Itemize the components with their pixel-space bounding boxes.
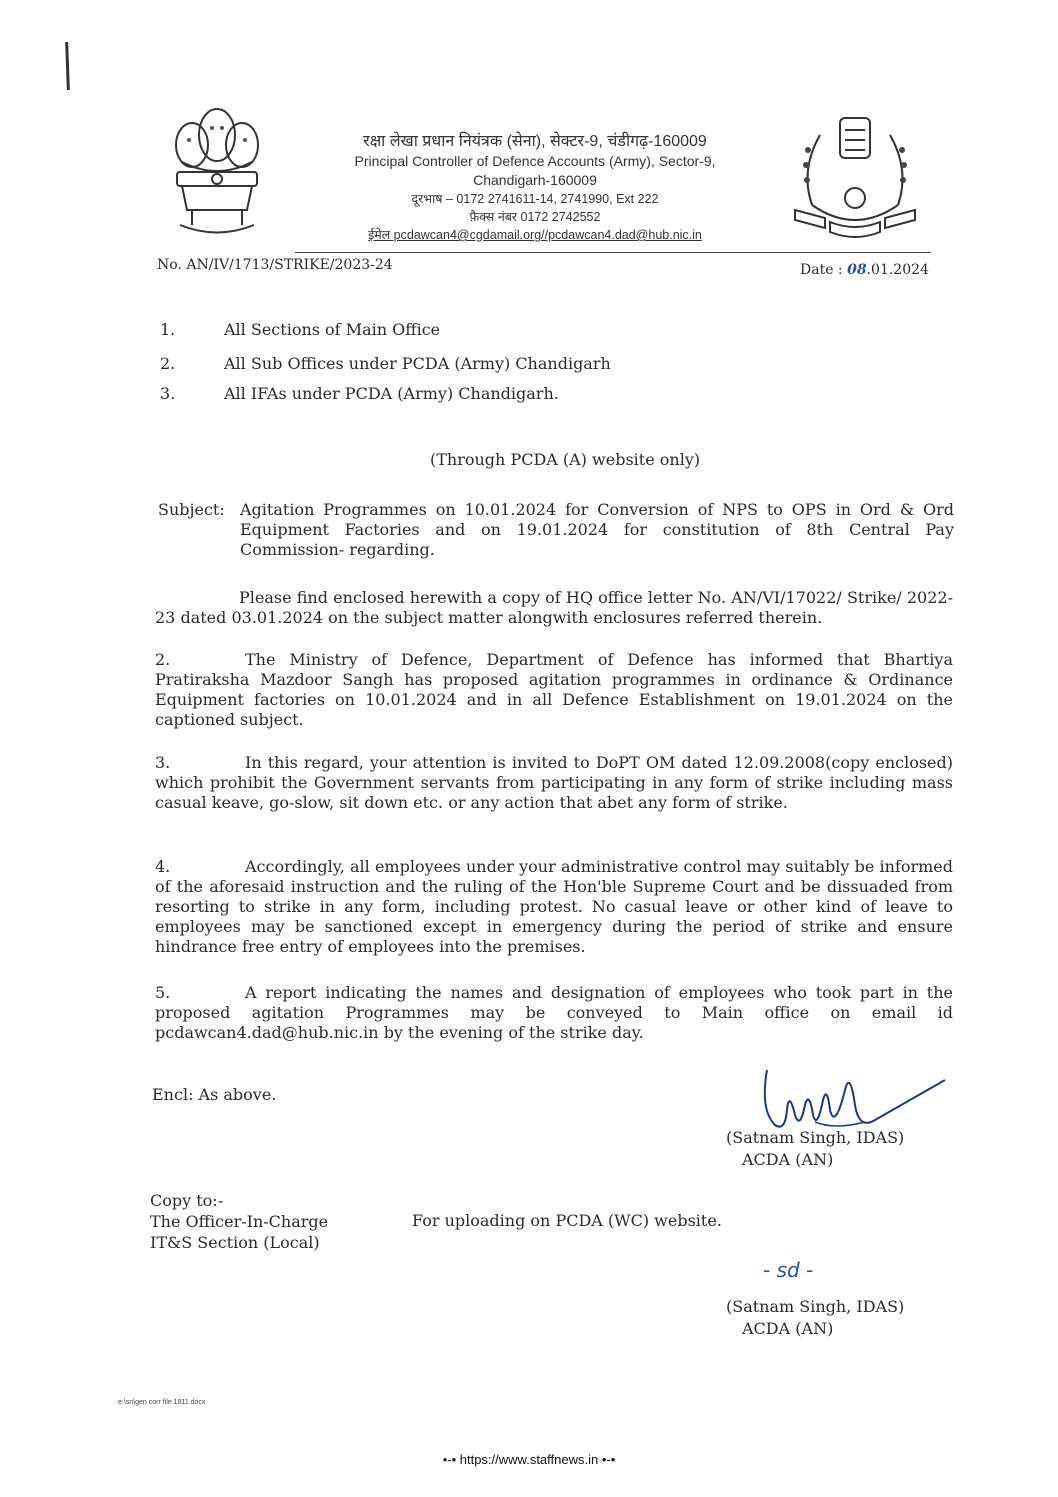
copy-to-label: Copy to:- xyxy=(150,1191,224,1210)
header-fax: फ़ैक्स नंबर 0172 2742552 xyxy=(469,210,601,224)
subject-block xyxy=(158,500,954,560)
addressee-number: 2. xyxy=(160,354,176,373)
addressee-item xyxy=(160,384,559,403)
letterhead xyxy=(300,132,770,244)
dad-crest-icon xyxy=(790,110,920,240)
paragraph-number: 3. xyxy=(155,753,171,772)
paragraph-number: 2. xyxy=(155,650,171,669)
paragraph-5 xyxy=(155,983,953,1043)
addressee-text: All IFAs under PCDA (Army) Chandigarh. xyxy=(224,384,559,403)
addressee-number: 3. xyxy=(160,384,176,403)
signatory-block-2 xyxy=(726,1296,904,1340)
paragraph-4 xyxy=(155,857,953,957)
letter-date xyxy=(800,262,929,278)
header-rule xyxy=(295,252,931,253)
addressee-text: All Sections of Main Office xyxy=(224,320,441,339)
paragraph-2 xyxy=(155,650,953,730)
copy-to-purpose: For uploading on PCDA (WC) website. xyxy=(412,1211,722,1230)
file-path: e:\sn\gen corr file 1811.docx xyxy=(118,1399,206,1406)
distribution-note: (Through PCDA (A) website only) xyxy=(430,450,701,469)
signatory-designation: ACDA (AN) xyxy=(742,1150,834,1169)
paragraph-3 xyxy=(155,753,953,813)
header-office-name: Principal Controller of Defence Accounts (Army), Sector-9, xyxy=(354,153,716,169)
copy-to-block xyxy=(150,1190,328,1253)
paragraph-number: 5. xyxy=(155,983,171,1002)
signatory-name: (Satnam Singh, IDAS) xyxy=(726,1128,905,1147)
header-city: Chandigarh-160009 xyxy=(473,172,597,188)
national-emblem-icon xyxy=(162,100,272,240)
signatory-designation: ACDA (AN) xyxy=(742,1319,834,1338)
header-phone: दूरभाष – 0172 2741611-14, 2741990, Ext 222 xyxy=(411,192,659,206)
subject-text: Agitation Programmes on 10.01.2024 for Conversion of NPS to OPS in Ord & Ord Equipment Factories and on 19.01.2024 for constitution of 8th Central Pay Commission- regarding. xyxy=(240,500,954,559)
signatory-name: (Satnam Singh, IDAS) xyxy=(726,1297,905,1316)
copy-to-line2: IT&S Section (Local) xyxy=(150,1233,320,1252)
reference-number: No. AN/IV/1713/STRIKE/2023-24 xyxy=(157,257,393,273)
addressee-item xyxy=(160,354,611,373)
copy-to-line1: The Officer-In-Charge xyxy=(150,1212,329,1231)
scan-mark xyxy=(65,42,70,90)
date-rest: .01.2024 xyxy=(866,262,929,278)
addressee-text: All Sub Offices under PCDA (Army) Chandigarh xyxy=(224,354,611,373)
enclosure-note: Encl: As above. xyxy=(152,1085,277,1104)
addressee-number: 1. xyxy=(160,320,176,339)
paragraph-text: Accordingly, all employees under your administrative control may suitably be informed of the aforesaid instruction and the ruling of the Hon'ble Supreme Court and be dissuaded from resorting to strike in any form, including protest. No casual leave or other kind of leave to employees may be sanctioned except in emergency during the period of strike and ensure hindrance free entry of employees into the premises. xyxy=(155,857,953,956)
header-hindi-line: रक्षा लेखा प्रधान नियंत्रक (सेना), सेक्टर-9, चंडीगढ़-160009 xyxy=(363,133,707,150)
date-day-handwritten: 08 xyxy=(847,262,867,278)
paragraph-text: The Ministry of Defence, Department of Defence has informed that Bhartiya Pratiraksha Mazdoor Sangh has proposed agitation programmes in ordinance & Ordinance Equipment factories on 10.01.2024 and in all Defence Establishment on 19.01.2024 on the captioned subject. xyxy=(155,650,953,729)
footer-url: •-• https://www.staffnews.in •-• xyxy=(442,1452,616,1467)
addressee-item xyxy=(160,320,440,339)
subject-label: Subject: xyxy=(158,500,225,519)
sd-mark: - sd - xyxy=(763,1258,814,1282)
header-email: ईमेल pcdawcan4@cgdamail.org//pcdawcan4.dad@hub.nic.in xyxy=(368,228,702,242)
paragraph-text: A report indicating the names and designation of employees who took part in the proposed agitation Programmes may be conveyed to Main office on email id pcdawcan4.dad@hub.nic.in by the evening of the strike day. xyxy=(155,983,953,1042)
paragraph-text: In this regard, your attention is invited to DoPT OM dated 12.09.2008(copy enclosed) which prohibit the Government servants from participating in any form of strike including mass casual keave, go-slow, sit down etc. or any action that abet any form of strike. xyxy=(155,753,953,812)
paragraph-text: Please find enclosed herewith a copy of HQ office letter No. AN/VI/17022/ Strike/ 2022-23 dated 03.01.2024 on the subject matter alongwith enclosures referred therein. xyxy=(155,588,953,627)
paragraph-number: 4. xyxy=(155,857,171,876)
signatory-block xyxy=(726,1127,904,1171)
paragraph-intro xyxy=(155,588,953,628)
date-label: Date : xyxy=(800,262,848,278)
